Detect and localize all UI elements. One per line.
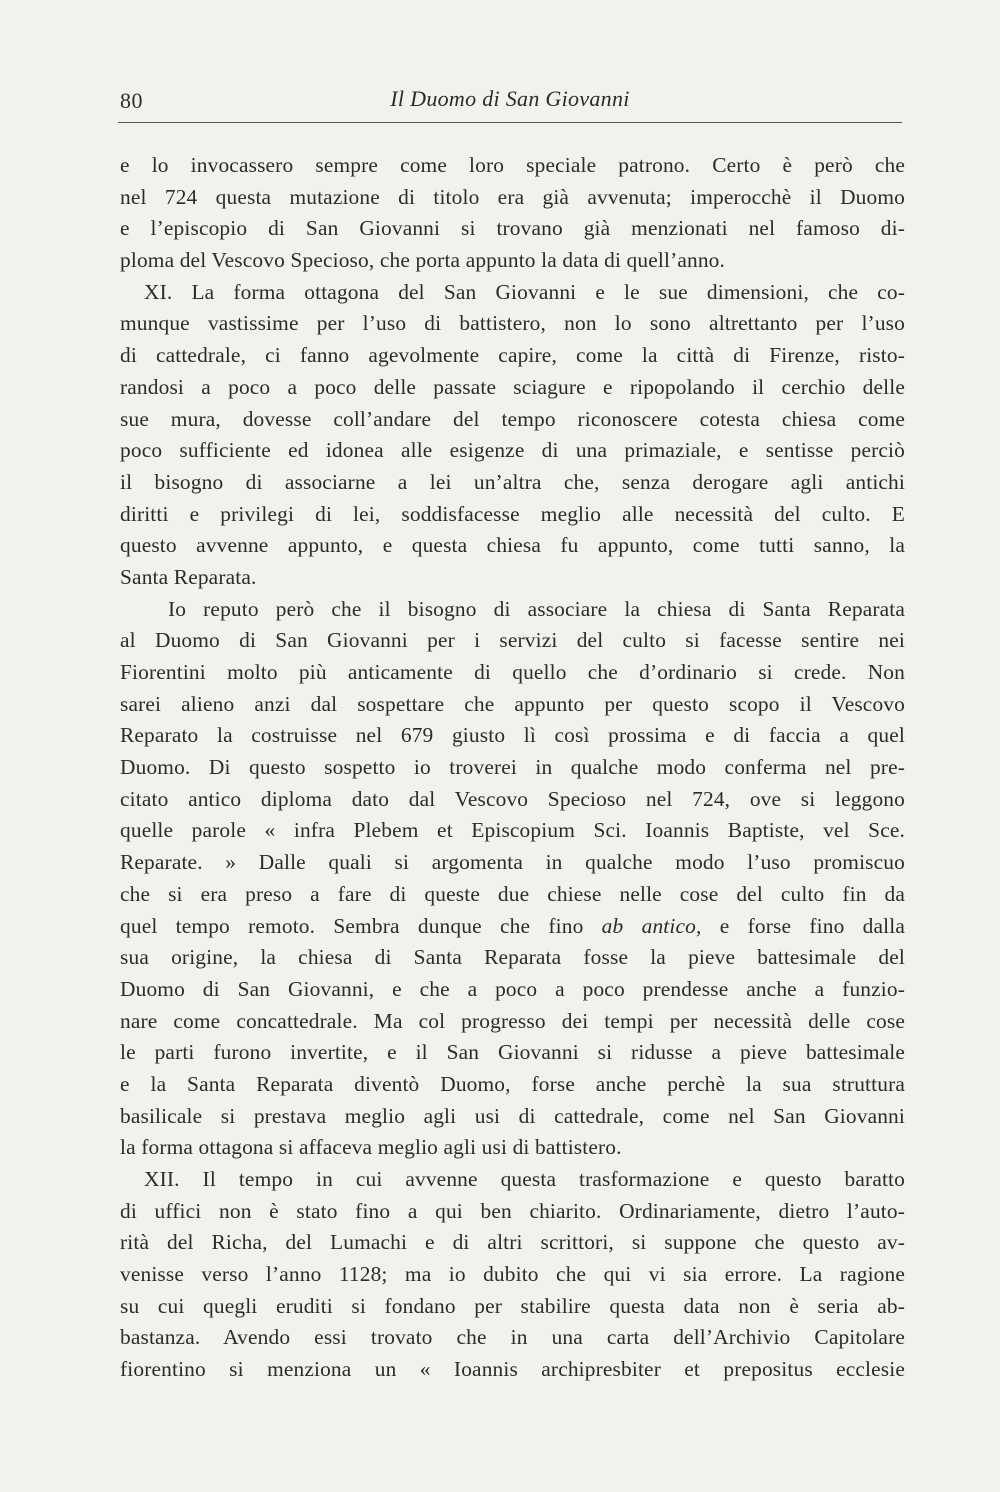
text-line: bastanza. Avendo essi trovato che in una carta dell’Archivio Capitolare <box>120 1325 905 1350</box>
text-line: e l’episcopio di San Giovanni si trovano già menzionati nel famoso di- <box>120 216 905 241</box>
text-line: quelle parole « infra Plebem et Episcopium Sci. Ioannis Baptiste, vel Sce. <box>120 818 905 843</box>
page-number: 80 <box>120 88 143 113</box>
text-line: il bisogno di associarne a lei un’altra che, senza derogare agli antichi <box>120 469 905 494</box>
running-title: Il Duomo di San Giovanni <box>390 86 630 111</box>
text-line: citato antico diploma dato dal Vescovo Specioso nel 724, ove si leggono <box>120 786 905 811</box>
text-line: e lo invocassero sempre come loro speciale patrono. Certo è però che <box>120 153 905 177</box>
text-line: nel 724 questa mutazione di titolo era già avvenuta; imperocchè il Duomo <box>120 184 905 209</box>
text-line: di uffici non è stato fino a qui ben chiarito. Ordinariamente, dietro l’auto- <box>120 1198 905 1223</box>
text-line: basilicale si prestava meglio agli usi di cattedrale, come nel San Giovanni <box>120 1103 905 1128</box>
text-line: rità del Richa, del Lumachi e di altri scrittori, si suppone che questo av- <box>120 1230 905 1255</box>
text-line: che si era preso a fare di queste due chiese nelle cose del culto fin da <box>120 881 905 906</box>
text-line: ploma del Vescovo Specioso, che porta appunto la data di quell’anno. <box>120 248 726 273</box>
text-line: questo avvenne appunto, e questa chiesa fu appunto, come tutti sanno, la <box>120 533 905 558</box>
text-line: nare come concattedrale. Ma col progresso dei tempi per necessità delle cose <box>120 1008 905 1033</box>
text-line: al Duomo di San Giovanni per i servizi del culto si facesse sentire nei <box>120 628 905 653</box>
text-line: Duomo di San Giovanni, e che a poco a poco prendesse anche a funzio- <box>120 976 905 1001</box>
text-line: le parti furono invertite, e il San Giovanni si ridusse a pieve battesimale <box>120 1040 905 1065</box>
text-line: Reparate. » Dalle quali si argomenta in qualche modo l’uso promiscuo <box>120 850 905 875</box>
section-start-line: XII. Il tempo in cui avvenne questa trasformazione e questo baratto <box>144 1167 905 1191</box>
text-line: Fiorentini molto più anticamente di quello che d’ordinario si crede. Non <box>120 660 905 684</box>
text-line: e la Santa Reparata diventò Duomo, forse anche perchè la sua struttura <box>120 1071 905 1096</box>
text-line: sue mura, dovesse coll’andare del tempo riconoscere cotesta chiesa come <box>120 406 905 431</box>
text-line: fiorentino si menziona un « Ioannis archipresbiter et prepositus ecclesie <box>120 1357 905 1382</box>
text-line: sarei alieno anzi dal sospettare che appunto per questo scopo il Vescovo <box>120 691 905 716</box>
body-text <box>120 150 905 1386</box>
text-line: sua origine, la chiesa di Santa Reparata fosse la pieve battesimale del <box>120 945 905 970</box>
text-line: la forma ottagona si affaceva meglio agli usi di battistero. <box>120 1135 622 1160</box>
italic-phrase: ab antico, <box>601 913 702 938</box>
text-line: randosi a poco a poco delle passate sciagure e ripopolando il cerchio delle <box>120 374 905 399</box>
text-line: munque vastissime per l’uso di battistero, non lo sono altrettanto per l’uso <box>120 311 905 336</box>
text-line: quel tempo remoto. Sembra dunque che fino ab antico, e forse fino dalla <box>120 913 906 938</box>
section-start-line: XI. La forma ottagona del San Giovanni e le sue dimensioni, che co- <box>144 279 905 304</box>
text-line: di cattedrale, ci fanno agevolmente capire, come la città di Firenze, risto- <box>120 343 905 368</box>
text-line: venisse verso l’anno 1128; ma io dubito che qui vi sia errore. La ragione <box>120 1262 905 1287</box>
text-line: su cui quegli eruditi si fondano per stabilire questa data non è seria ab- <box>120 1293 905 1318</box>
page-header <box>118 82 902 123</box>
text-line: diritti e privilegi di lei, soddisfacesse meglio alle necessità del culto. E <box>120 501 905 526</box>
text-line: Duomo. Di questo sospetto io troverei in qualche modo conferma nel pre- <box>120 755 905 780</box>
paragraph-start-line: Io reputo però che il bisogno di associare la chiesa di Santa Reparata <box>168 596 905 621</box>
text-line: poco sufficiente ed idonea alle esigenze di una primaziale, e sentisse perciò <box>120 438 905 463</box>
text-line: Reparato la costruisse nel 679 giusto lì così prossima e di faccia a quel <box>120 723 905 748</box>
text-line: Santa Reparata. <box>120 564 257 589</box>
